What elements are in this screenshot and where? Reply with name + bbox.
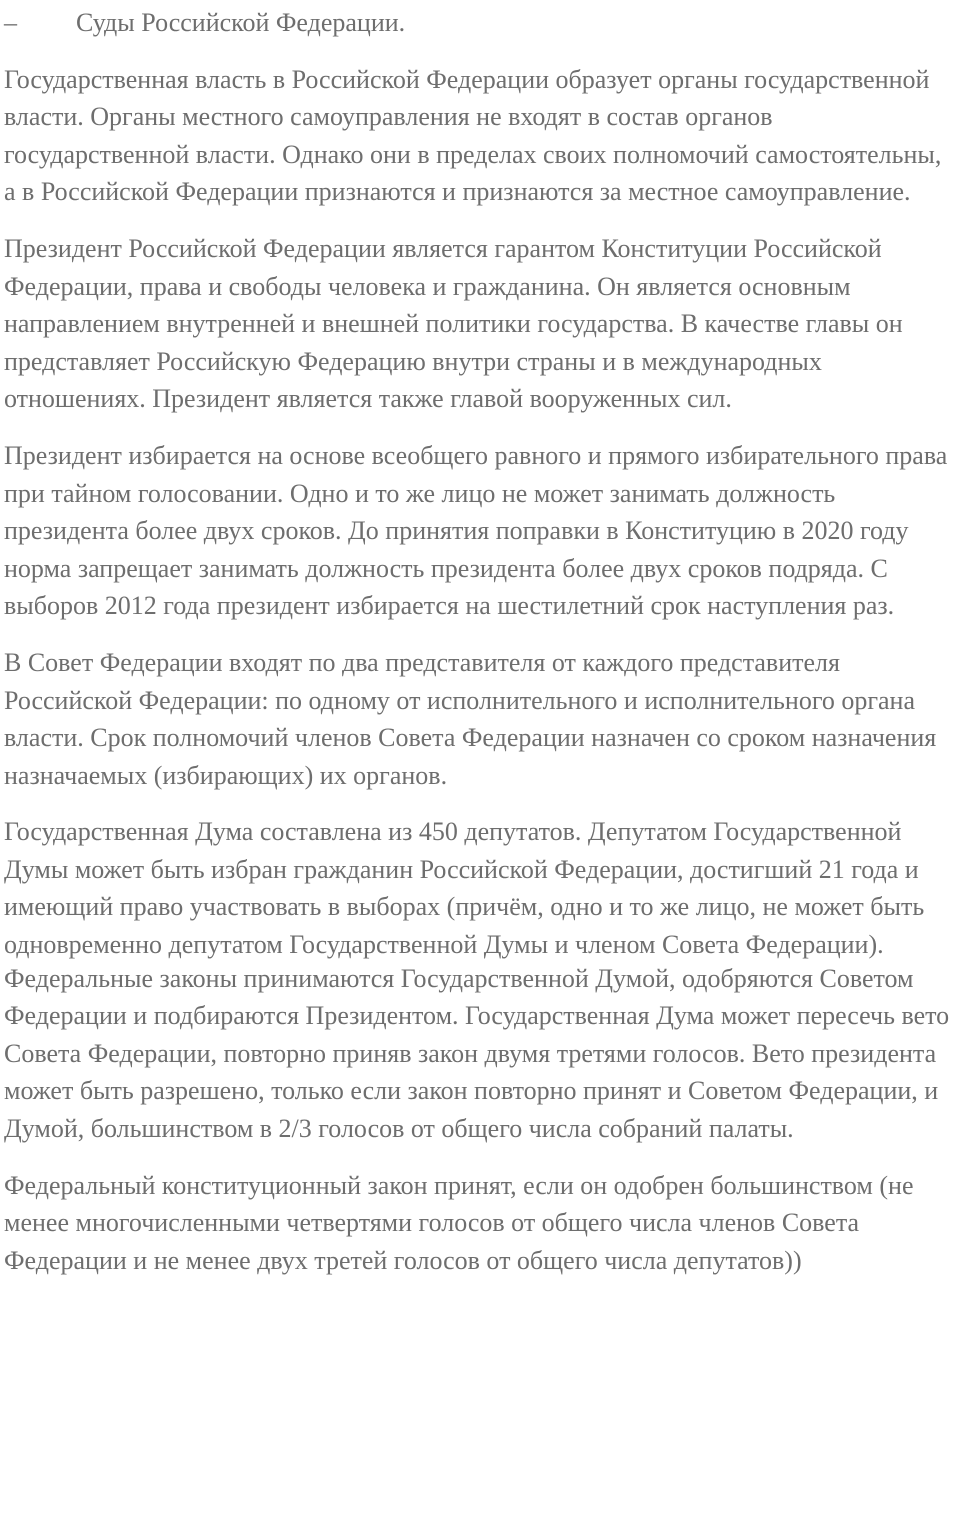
paragraph-federal-laws: Федеральные законы принимаются Государственной Думой, одобряются Советом Федерации и подбираются Президентом. Государственная Дума может пересечь вето Совета Федерации, повторно приняв закон двумя третями голосов. Вето президента может быть разрешено, только если закон повторно принят и Советом Федерации, и Думой, большинством в 2/3 голосов от общего числа собраний палаты. <box>4 963 950 1144</box>
paragraph-president-role: Президент Российской Федерации является гарантом Конституции Российской Федерации, права и свободы человека и гражданина. Он является основным направлением внутренней и внешней политики государства. В качестве главы он представляет Российскую Федерацию внутри страны и в международных отношениях. Президент является также главой вооруженных сил. <box>4 233 903 414</box>
document-body <box>4 0 956 1279</box>
list-dash-marker: – <box>4 8 17 37</box>
paragraph-state-duma: Государственная Дума составлена из 450 депутатов. Депутатом Государственной Думы может быть избран гражданин Российской Федерации, достигший 21 года и имеющий право участвовать в выборах (причём, одно и то же лицо, не может быть одновременно депутатом Государственной Думы и членом Совета Федерации). <box>4 817 925 960</box>
paragraph-constitutional-law: Федеральный конституционный закон принят, если он одобрен большинством (не менее многочисленными четвертями голосов от общего числа членов Совета Федерации и не менее двух третей голосов от общего числа депутатов)) <box>4 1170 914 1275</box>
paragraph-state-power: Государственная власть в Российской Федерации образует органы государственной власти. Органы местного самоуправления не входят в состав органов государственной власти. Однако они в пределах своих полномочий самостоятельны, а в Российской Федерации признаются и признаются за местное самоуправление. <box>4 64 942 207</box>
list-item-text: Суды Российской Федерации. <box>76 8 406 37</box>
paragraph-federation-council: В Совет Федерации входят по два представителя от каждого представителя Российской Федерации: по одному от исполнительного и исполнительного органа власти. Срок полномочий членов Совета Федерации назначен со сроком назначения назначаемых (избирающих) их органов. <box>4 647 937 790</box>
paragraph-president-election: Президент избирается на основе всеобщего равного и прямого избирательного права при тайном голосовании. Одно и то же лицо не может занимать должность президента более двух сроков. До принятия поправки в Конституцию в 2020 году норма запрещает занимать должность президента более двух сроков подряда. С выборов 2012 года президент избирается на шестилетний срок наступления раз. <box>4 440 948 621</box>
list-item-courts <box>4 4 956 42</box>
